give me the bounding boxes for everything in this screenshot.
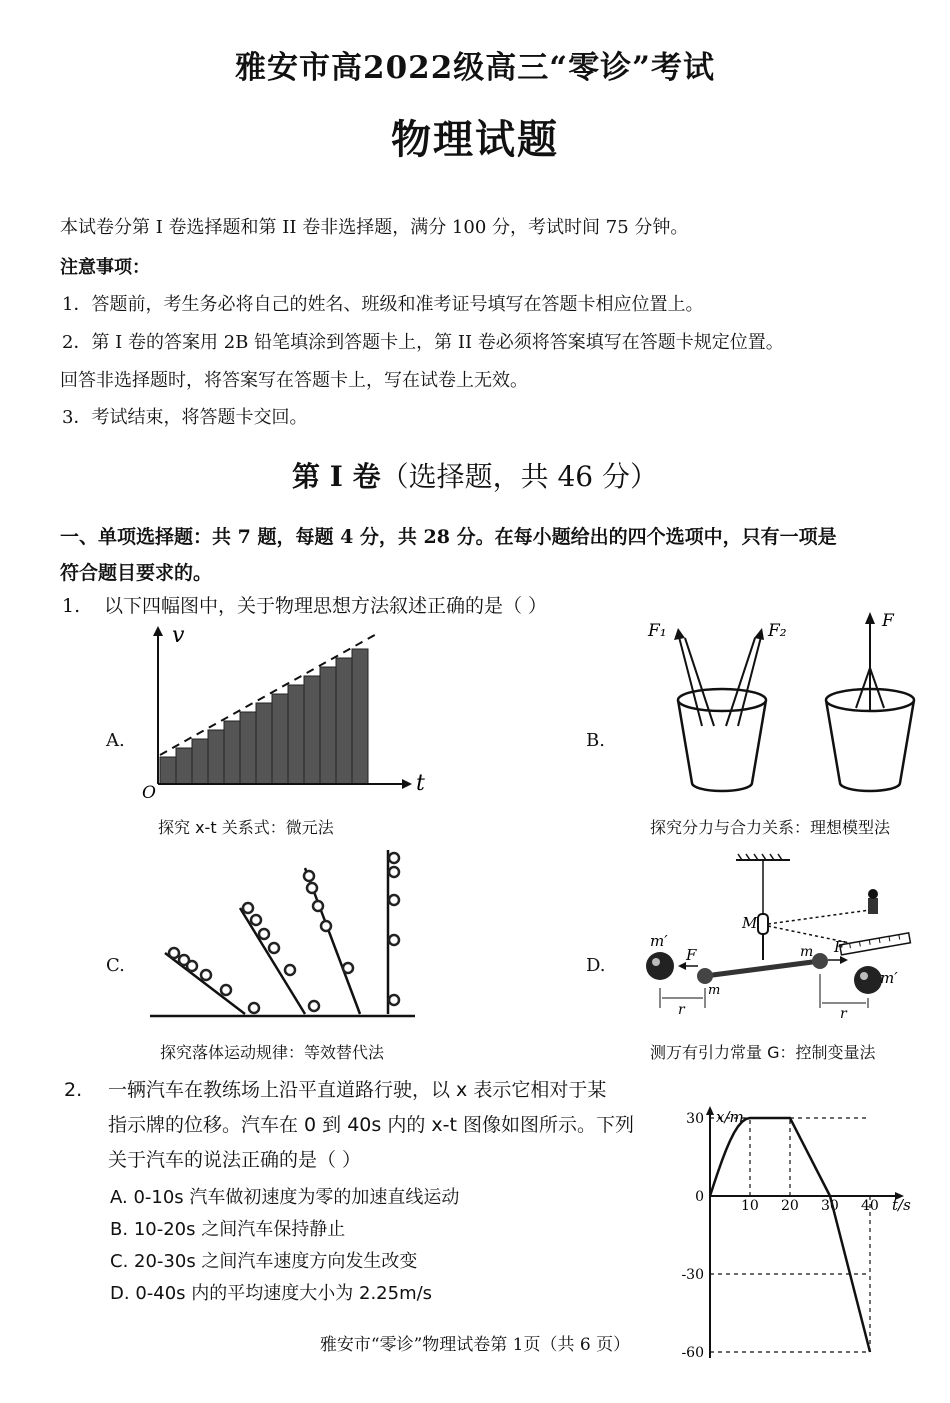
q1-number: 1. <box>62 595 81 617</box>
mirror-label: M <box>742 914 758 932</box>
right-force <box>856 620 884 710</box>
torsion-bar <box>705 961 820 976</box>
m-prime-left: m′ <box>650 932 668 950</box>
x-axis-label: t/s <box>892 1196 911 1214</box>
f-label: F <box>882 611 894 631</box>
q2-option-b-text: 10-20s 之间汽车保持静止 <box>133 1219 346 1240</box>
r-right: r <box>840 1006 847 1022</box>
f-left: F <box>686 946 697 964</box>
q2-option-c-label: C. <box>110 1251 129 1272</box>
q2-option-d-text: 0-40s 内的平均速度大小为 2.25m/s <box>135 1283 433 1304</box>
y-tick--60: -60 <box>681 1345 704 1361</box>
f-right: F <box>834 938 845 956</box>
part-instructions-2: 符合题目要求的。 <box>60 562 213 584</box>
notice-title: 注意事项： <box>60 257 150 278</box>
subject-title: 物理试题 <box>391 116 559 163</box>
q2-option-b-label: B. <box>110 1219 129 1240</box>
small-ball-left <box>697 968 713 984</box>
balls <box>169 853 399 1013</box>
q1-c-caption: 探究落体运动规律：等效替代法 <box>160 1043 385 1062</box>
q1-b-label: B. <box>586 730 605 751</box>
q1-a-caption: 探究 x-t 关系式：微元法 <box>158 818 334 837</box>
section-heading-bold: 第 I 卷 <box>291 460 381 493</box>
q2-number: 2. <box>64 1079 83 1101</box>
r-left: r <box>678 1002 685 1018</box>
section-heading-rest: （选择题，共 46 分） <box>380 460 659 493</box>
q1-b-caption: 探究分力与合力关系：理想模型法 <box>650 818 891 837</box>
q1-a-label: A. <box>106 730 125 751</box>
riemann-bars <box>160 649 368 784</box>
y-tick-30: 30 <box>686 1111 704 1127</box>
q2-xt-chart <box>670 1100 920 1361</box>
q1-d-figure <box>630 848 920 1028</box>
exam-summary: 本试卷分第 I 卷选择题和第 II 卷非选择题，满分 100 分，考试时间 75 分钟。 <box>60 217 689 238</box>
y-tick-0: 0 <box>695 1189 704 1205</box>
origin-label: O <box>142 783 156 803</box>
part-instructions-1: 一、单项选择题：共 7 题，每题 4 分，共 28 分。在每小题给出的四个选项中，只有一项是 <box>60 526 837 548</box>
q2-option-c-text: 20-30s 之间汽车速度方向发生改变 <box>134 1251 418 1272</box>
q2-option-b <box>110 1215 345 1241</box>
q2-option-a <box>110 1183 459 1209</box>
q1-b-figure <box>630 608 920 808</box>
q2-option-a-label: A. <box>110 1187 128 1208</box>
notice-2a: 2．第 I 卷的答案用 2B 铅笔填涂到答题卡上，第 II 卷必须将答案填写在答题卡规定位置。 <box>62 332 784 353</box>
y-tick-labels <box>681 1111 704 1361</box>
lamp <box>868 889 878 914</box>
x-tick-30: 30 <box>821 1198 839 1214</box>
q2-option-a-text: 0-10s 汽车做初速度为零的加速直线运动 <box>133 1187 460 1208</box>
section-heading <box>0 455 950 495</box>
axis-v-label: v <box>172 623 185 648</box>
notice-3: 3．考试结束，将答题卡交回。 <box>62 407 308 428</box>
mirror <box>758 914 768 934</box>
bucket-left <box>678 689 766 791</box>
q1-stem: 以下四幅图中，关于物理思想方法叙述正确的是（ ） <box>104 595 548 617</box>
m-left: m <box>708 983 721 998</box>
q1-c-label: C. <box>106 955 125 976</box>
notice-2b: 回答非选择题时，将答案写在答题卡上，写在试卷上无效。 <box>60 370 528 391</box>
y-tick--30: -30 <box>681 1267 704 1283</box>
q1-c-figure <box>150 848 420 1028</box>
axis-t-label: t <box>416 771 425 796</box>
notice-1: 1．答题前，考生务必将自己的姓名、班级和准考证号填写在答题卡相应位置上。 <box>62 294 704 315</box>
inclined-planes <box>150 850 415 1016</box>
q1-d-label: D. <box>586 955 606 976</box>
chart-grid <box>710 1118 870 1352</box>
small-ball-right <box>812 953 828 969</box>
y-axis-label: x/m <box>716 1108 744 1126</box>
big-ball-right <box>854 966 882 994</box>
page-footer: 雅安市“零诊”物理试卷第 1页（共 6 页） <box>319 1335 631 1355</box>
q2-stem-1: 一辆汽车在教练场上沿平直道路行驶，以 x 表示它相对于某 <box>108 1079 607 1101</box>
q2-stem-3: 关于汽车的说法正确的是（ ） <box>108 1149 362 1171</box>
big-ball-left <box>646 952 674 980</box>
m-right: m <box>800 944 814 960</box>
ruler <box>840 933 911 955</box>
ceiling <box>736 854 790 860</box>
x-tick-10: 10 <box>741 1198 759 1214</box>
f2-label: F₂ <box>768 621 787 641</box>
q1-d-caption: 测万有引力常量 G：控制变量法 <box>650 1043 876 1062</box>
q2-option-d <box>110 1279 432 1305</box>
q1-a-figure <box>140 622 440 804</box>
x-tick-20: 20 <box>781 1198 799 1214</box>
m-prime-right: m′ <box>880 969 898 987</box>
exam-title: 雅安市高2022级高三“零诊”考试 <box>235 50 715 86</box>
q2-option-d-label: D. <box>110 1283 130 1304</box>
f1-label: F₁ <box>648 621 667 641</box>
x-tick-40: 40 <box>861 1198 879 1214</box>
x-tick-labels <box>741 1198 879 1214</box>
y-axis-arrow <box>706 1106 714 1115</box>
q2-stem-2: 指示牌的位移。汽车在 0 到 40s 内的 x-t 图像如图所示。下列 <box>108 1114 634 1136</box>
q2-option-c <box>110 1247 417 1273</box>
